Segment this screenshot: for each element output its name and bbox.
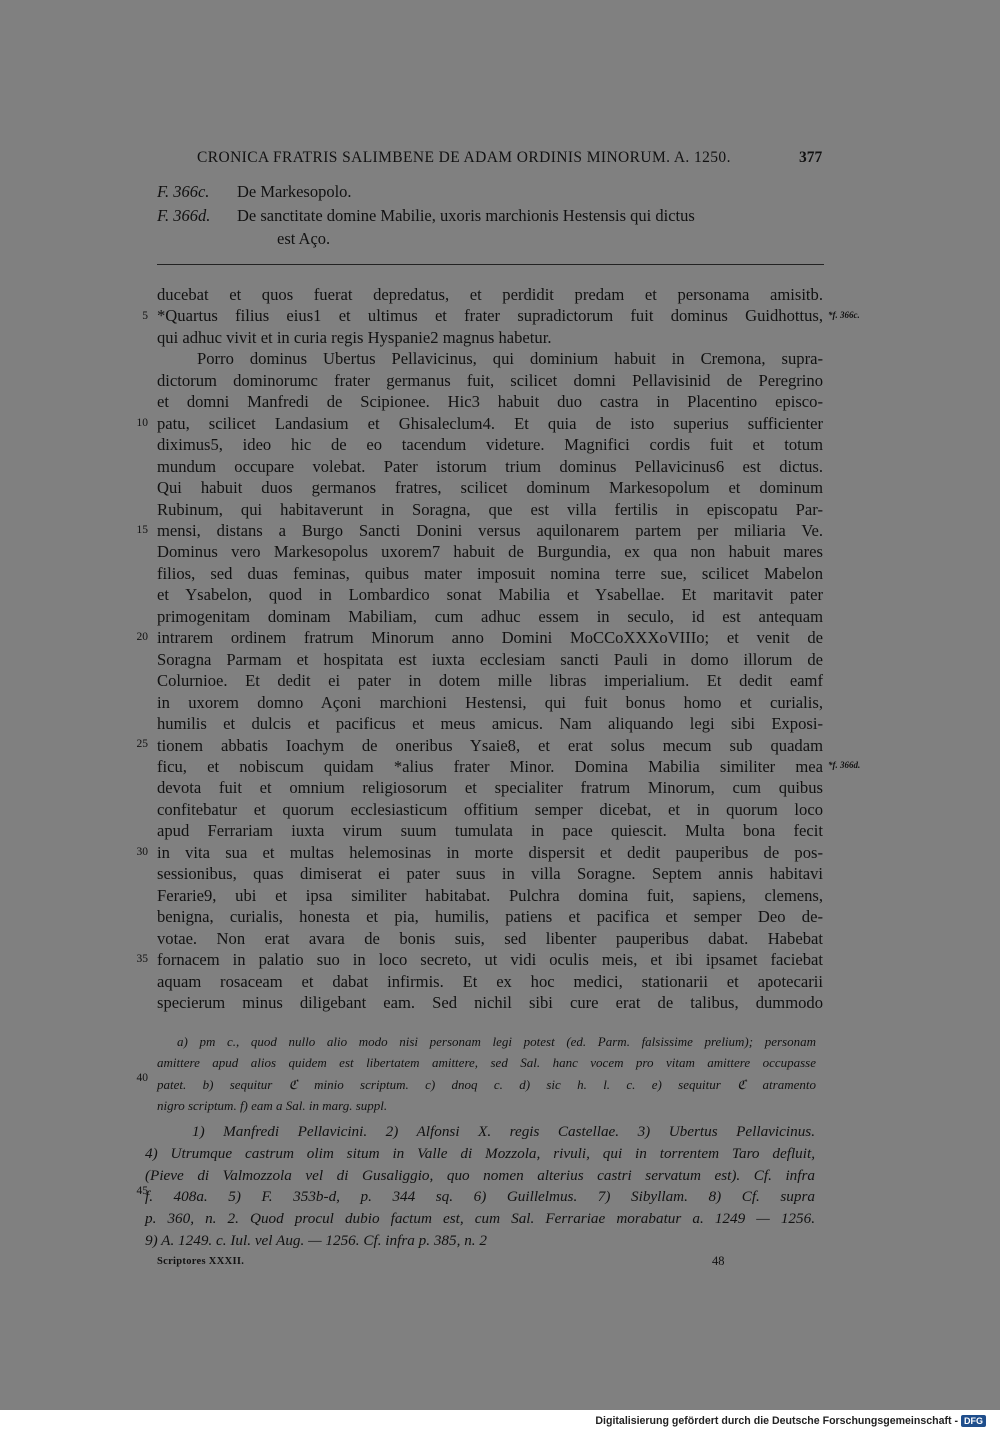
text-line: Dominus vero Markesopolus uxorem7 habuit de Burgundia, ex qua non habuit mares [157,542,823,562]
text-line: patu, scilicet Landasium et Ghisaleclum4. Et quia de isto superius sufficienter [157,413,823,433]
source-note-line: 1) Manfredi Pellavicini. 2) Alfonsi X. regis Castellae. 3) Ubertus Pellavicinus. [192,1123,815,1140]
text-line: sessionibus, quas dimiserat ei pater suus in villa Soragne. Septem annis habitavi [157,864,823,884]
critical-note-line: nigro scriptum. f) eam a Sal. in marg. suppl. [157,1097,388,1113]
text-line: diximus5, ideo hic de eo tacendum videture. Magnifici cordis fuit et totum [157,435,823,455]
line-number: 5 [142,310,148,322]
text-line: humilis et dulcis et pacificus et meus amicus. Nam aliquando legi sibi Exposi- [157,714,823,734]
margin-folio-note: *f. 366c. [828,310,860,320]
text-line: Qui habuit duos germanos fratres, scilicet dominum Markesopolum et dominum [157,478,823,498]
sheet-number: 48 [712,1254,725,1268]
text-line: mundum occupare volebat. Pater istorum trium dominus Pellavicinus6 est dictus. [157,456,823,476]
line-number: 30 [136,846,148,858]
line-number: 40 [136,1072,148,1084]
text-line: et domni Manfredi de Scipionee. Hic3 habuit duo castra in Placentino episco- [157,392,823,412]
text-line: dictorum dominorumc frater germanus fuit, scilicet domni Pellavisinid de Peregrino [157,370,823,390]
separator-rule [157,264,824,265]
rubric-folio-ref: F. 366d. [157,206,211,225]
text-line: primogenitam dominam Mabiliam, cum adhuc essem in seculo, id est antequam [157,606,823,626]
line-number: 45 [136,1185,148,1197]
line-number: 15 [136,524,148,536]
dfg-logo: DFG [961,1415,986,1427]
text-line: intrarem ordinem fratrum Minorum anno Domini MoCCoXXXoVIIIo; et venit de [157,628,823,648]
line-number: 20 [136,631,148,643]
text-line: confitebatur et quorum ecclesiasticum offitium semper dicebat, et in quorum loco [157,799,823,819]
rubric-continuation: est Aço. [277,229,331,248]
source-notes [145,1121,815,1252]
text-line: et Ysabelon, quod in Lombardico sonat Mabilia et Ysabellae. Et maritavit pater [157,585,823,605]
line-number: 10 [136,417,148,429]
text-line: mensi, distans a Burgo Sancti Donini versus aquilonarem partem per miliaria Ve. [157,520,823,540]
page-number: 377 [799,149,823,166]
text-line: Ferarie9, ubi et ipsa similiter habitabat. Pulchra domina fuit, sapiens, clemens, [157,885,823,905]
text-line: Rubinum, qui habitaverunt in Soragna, que est villa fertilis in episcopatu Par- [157,499,823,519]
rubric-line [157,206,695,226]
source-note-line: f. 408a. 5) F. 353b-d, p. 344 sq. 6) Guillelmus. 7) Sibyllam. 8) Cf. supra [145,1188,815,1206]
text-line: qui adhuc vivit et in curia regis Hyspanie2 magnus habetur. [157,327,552,347]
text-line: specierum minus diligebant eam. Sed nichil sibi cure erat de talibus, dummodo [157,992,823,1012]
text-line: devota fuit et omnium religiosorum et specialiter fratrum Minorum, cum quibus [157,778,823,798]
rubric-folio-ref: F. 366c. [157,182,210,201]
text-line: ficu, et nobiscum quidam *alius frater Minor. Domina Mabilia similiter mea [157,756,823,776]
rubric-text: De Markesopolo. [237,182,352,201]
line-number: 25 [136,738,148,750]
critical-apparatus [157,1031,816,1116]
text-line: tionem abbatis Ioachym de oneribus Ysaie8, et erat solus mecum sub quadam [157,735,823,755]
footer-text: Digitalisierung gefördert durch die Deutsche Forschungsgemeinschaft - [595,1415,958,1427]
text-line: Porro dominus Ubertus Pellavicinus, qui dominium habuit in Cremona, supra- [197,349,823,369]
volume-signature: Scriptores XXXII. [157,1256,245,1267]
source-note-line: 9) A. 1249. c. Iul. vel Aug. — 1256. Cf. infra p. 385, n. 2 [145,1231,487,1249]
text-line: Soragna Parmam et hospitata est iuxta ecclesiam sancti Pauli in domo illorum de [157,649,823,669]
text-line: *Quartus filius eius1 et ultimus et frater supradictorum fuit dominus Guidhottus, [157,306,823,326]
source-note-line: p. 360, n. 2. Quod procul dubio factum est, cum Sal. Ferrariae morabatur a. 1249 — 1256. [145,1210,815,1228]
text-line: apud Ferrariam iuxta virum suum tumulata in pace quiescit. Multa bona fecit [157,821,823,841]
critical-note-line: a) pm c., quod nullo alio modo nisi personam legi potest (ed. Parm. falsissime prelium); personam [177,1034,816,1049]
running-title: CRONICA FRATRIS SALIMBENE DE ADAM ORDINIS MINORUM. A. 1250. [197,149,731,166]
text-line: ducebat et quos fuerat depredatus, et perdidit predam et personama amisitb. [157,285,823,304]
text-line: fornacem in palatio suo in loco secreto, ut vidi oculis meis, et ibi ipsamet faciebat [157,950,823,970]
main-text [157,284,823,1013]
source-note-line: (Pieve di Valmozzola vel di Gusaliggio, quo nomen alterius castri servatum est). Cf. infra [145,1166,815,1184]
text-line: Colurnioe. Et dedit ei pater in dotem mille libras imperialium. Et dedit eamf [157,671,823,691]
source-note-line: 4) Utrumque castrum olim situm in Valle di Mozzola, rivuli, qui in torrentem Taro defluit, [145,1144,815,1162]
rubric-text: De sanctitate domine Mabilie, uxoris marchionis Hestensis qui dictus [237,206,695,225]
rubric-line [157,182,352,202]
text-line: in vita sua et multas helemosinas in morte dispersit et dedit pauperibus de pos- [157,842,823,862]
digitization-footer [595,1415,986,1427]
text-line: benigna, curialis, honesta et pia, humilis, patiens et pacifica et semper Deo de- [157,907,823,927]
critical-note-line: amittere apud alios quidem est libertatem amittere, sed Sal. hanc vocem pro vitam amittere occupasse [157,1055,816,1071]
margin-folio-note: *f. 366d. [828,760,861,770]
line-number: 35 [136,953,148,965]
text-line: in uxorem domno Açoni marchioni Hestensi, qui fuit bonus homo et curialis, [157,692,823,712]
text-line: aquam rosaceam et dabat infirmis. Et ex hoc medici, stationarii et apotecarii [157,971,823,991]
text-line: filios, sed duas feminas, quibus mater imposuit nomina terre sue, scilicet Mabelon [157,563,823,583]
critical-note-line: patet. b) sequitur ℭ minio scriptum. c) dnoq c. d) sic h. l. c. e) sequitur ℭ atramento [157,1076,816,1092]
text-line: votae. Non erat avara de bonis suis, sed libenter pauperibus dabat. Habebat [157,928,823,948]
